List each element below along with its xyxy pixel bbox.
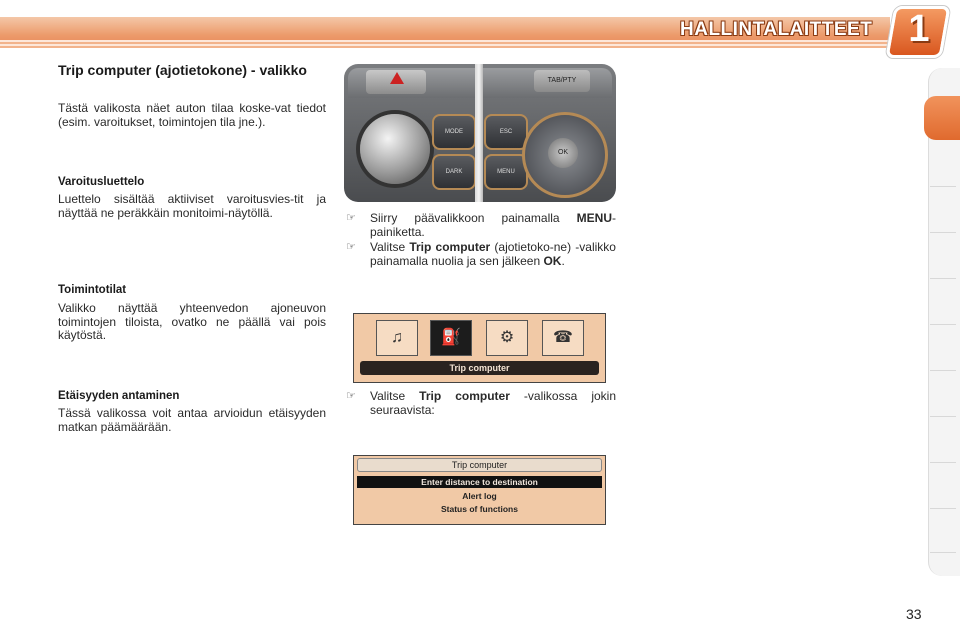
display-main-menu <box>353 313 606 383</box>
instruction-bold: OK <box>543 253 562 268</box>
active-chapter-tab <box>924 96 960 140</box>
instruction-text: Valitse <box>370 389 420 403</box>
subheading-function-status: Toimintotilat <box>58 284 127 296</box>
hazard-icon <box>390 72 404 84</box>
chapter-tab-divider <box>930 370 956 371</box>
menu-item-distance: Enter distance to destination <box>357 476 602 488</box>
function-status-text: Valikko näyttää yhteenvedon ajoneuvon toimintojen tiloista, ovatko ne päällä vai pois käytöstä. <box>58 301 326 342</box>
instruction-bold: MENU <box>576 211 612 225</box>
instruction-text: Valitse <box>370 240 410 254</box>
phone-icon: ☎ <box>542 320 584 356</box>
fuel-pump-icon: ⛽ <box>430 320 472 356</box>
tab-pty-button: TAB/PTY <box>534 70 590 92</box>
pointing-hand-icon: ☞ <box>346 390 356 402</box>
intro-text: Tästä valikosta näet auton tilaa koske-vat tiedot (esim. varoitukset, toimintojen tila jne.). <box>58 101 326 129</box>
subheading-alerts: Varoitusluettelo <box>58 176 145 188</box>
chapter-tab-divider <box>930 462 956 463</box>
menu-button: MENU <box>484 154 528 190</box>
section-heading: Trip computer (ajotietokone) - valikko <box>58 62 307 78</box>
chapter-title: HALLINTALAITTEET <box>680 19 873 40</box>
menu-item-status: Status of functions <box>441 504 518 514</box>
instruction-bold: Trip computer <box>409 240 491 254</box>
chapter-tab-divider <box>930 324 956 325</box>
pointing-hand-icon: ☞ <box>346 212 356 224</box>
header-stripes <box>0 40 890 48</box>
volume-knob <box>360 114 430 184</box>
instruction-text: -painiketta. <box>370 211 616 239</box>
display-trip-menu <box>353 455 606 525</box>
instruction-text: -valikossa jokin seuraavista: <box>370 389 616 417</box>
instruction-text: (ajotietoko-ne) -valikko painamalla nuolia ja sen jälkeen <box>370 240 616 268</box>
chapter-tab-divider <box>930 278 956 279</box>
chapter-tabs <box>928 68 960 576</box>
ok-button: OK <box>548 138 578 168</box>
control-panel-image <box>344 64 616 202</box>
instruction-bold: Trip computer <box>419 389 510 403</box>
instruction-select-trip <box>346 241 616 268</box>
instruction-menu <box>346 212 616 239</box>
chapter-tab-divider <box>930 552 956 553</box>
chapter-tab-divider <box>930 508 956 509</box>
instruction-text: Siirry päävalikkoon painamalla <box>370 211 577 225</box>
pointing-hand-icon: ☞ <box>346 241 356 253</box>
alerts-text: Luettelo sisältää aktiiviset varoitusvies-tit ja näyttää ne peräkkäin monitoimi-näytöllä. <box>58 192 326 220</box>
settings-sliders-icon: ⚙ <box>486 320 528 356</box>
instruction-text: . <box>561 253 565 268</box>
page-header <box>0 0 960 52</box>
trip-menu-title: Trip computer <box>357 458 602 472</box>
menu-item-alert-log: Alert log <box>462 491 497 501</box>
selected-menu-label: Trip computer <box>360 361 599 375</box>
esc-button: ESC <box>484 114 528 150</box>
chapter-tab-divider <box>930 416 956 417</box>
subheading-distance: Etäisyyden antaminen <box>58 390 180 402</box>
music-note-icon: ♫ <box>376 320 418 356</box>
chapter-tab-divider <box>930 186 956 187</box>
dark-button: DARK <box>432 154 476 190</box>
instruction-choose-option <box>346 390 616 417</box>
panel-divider <box>475 64 483 202</box>
page-number: 33 <box>906 606 922 622</box>
mode-button: MODE <box>432 114 476 150</box>
chapter-tab-divider <box>930 232 956 233</box>
chapter-number: 1 <box>908 8 930 50</box>
distance-text: Tässä valikossa voit antaa arvioidun etäisyyden matkan päämäärään. <box>58 406 326 434</box>
